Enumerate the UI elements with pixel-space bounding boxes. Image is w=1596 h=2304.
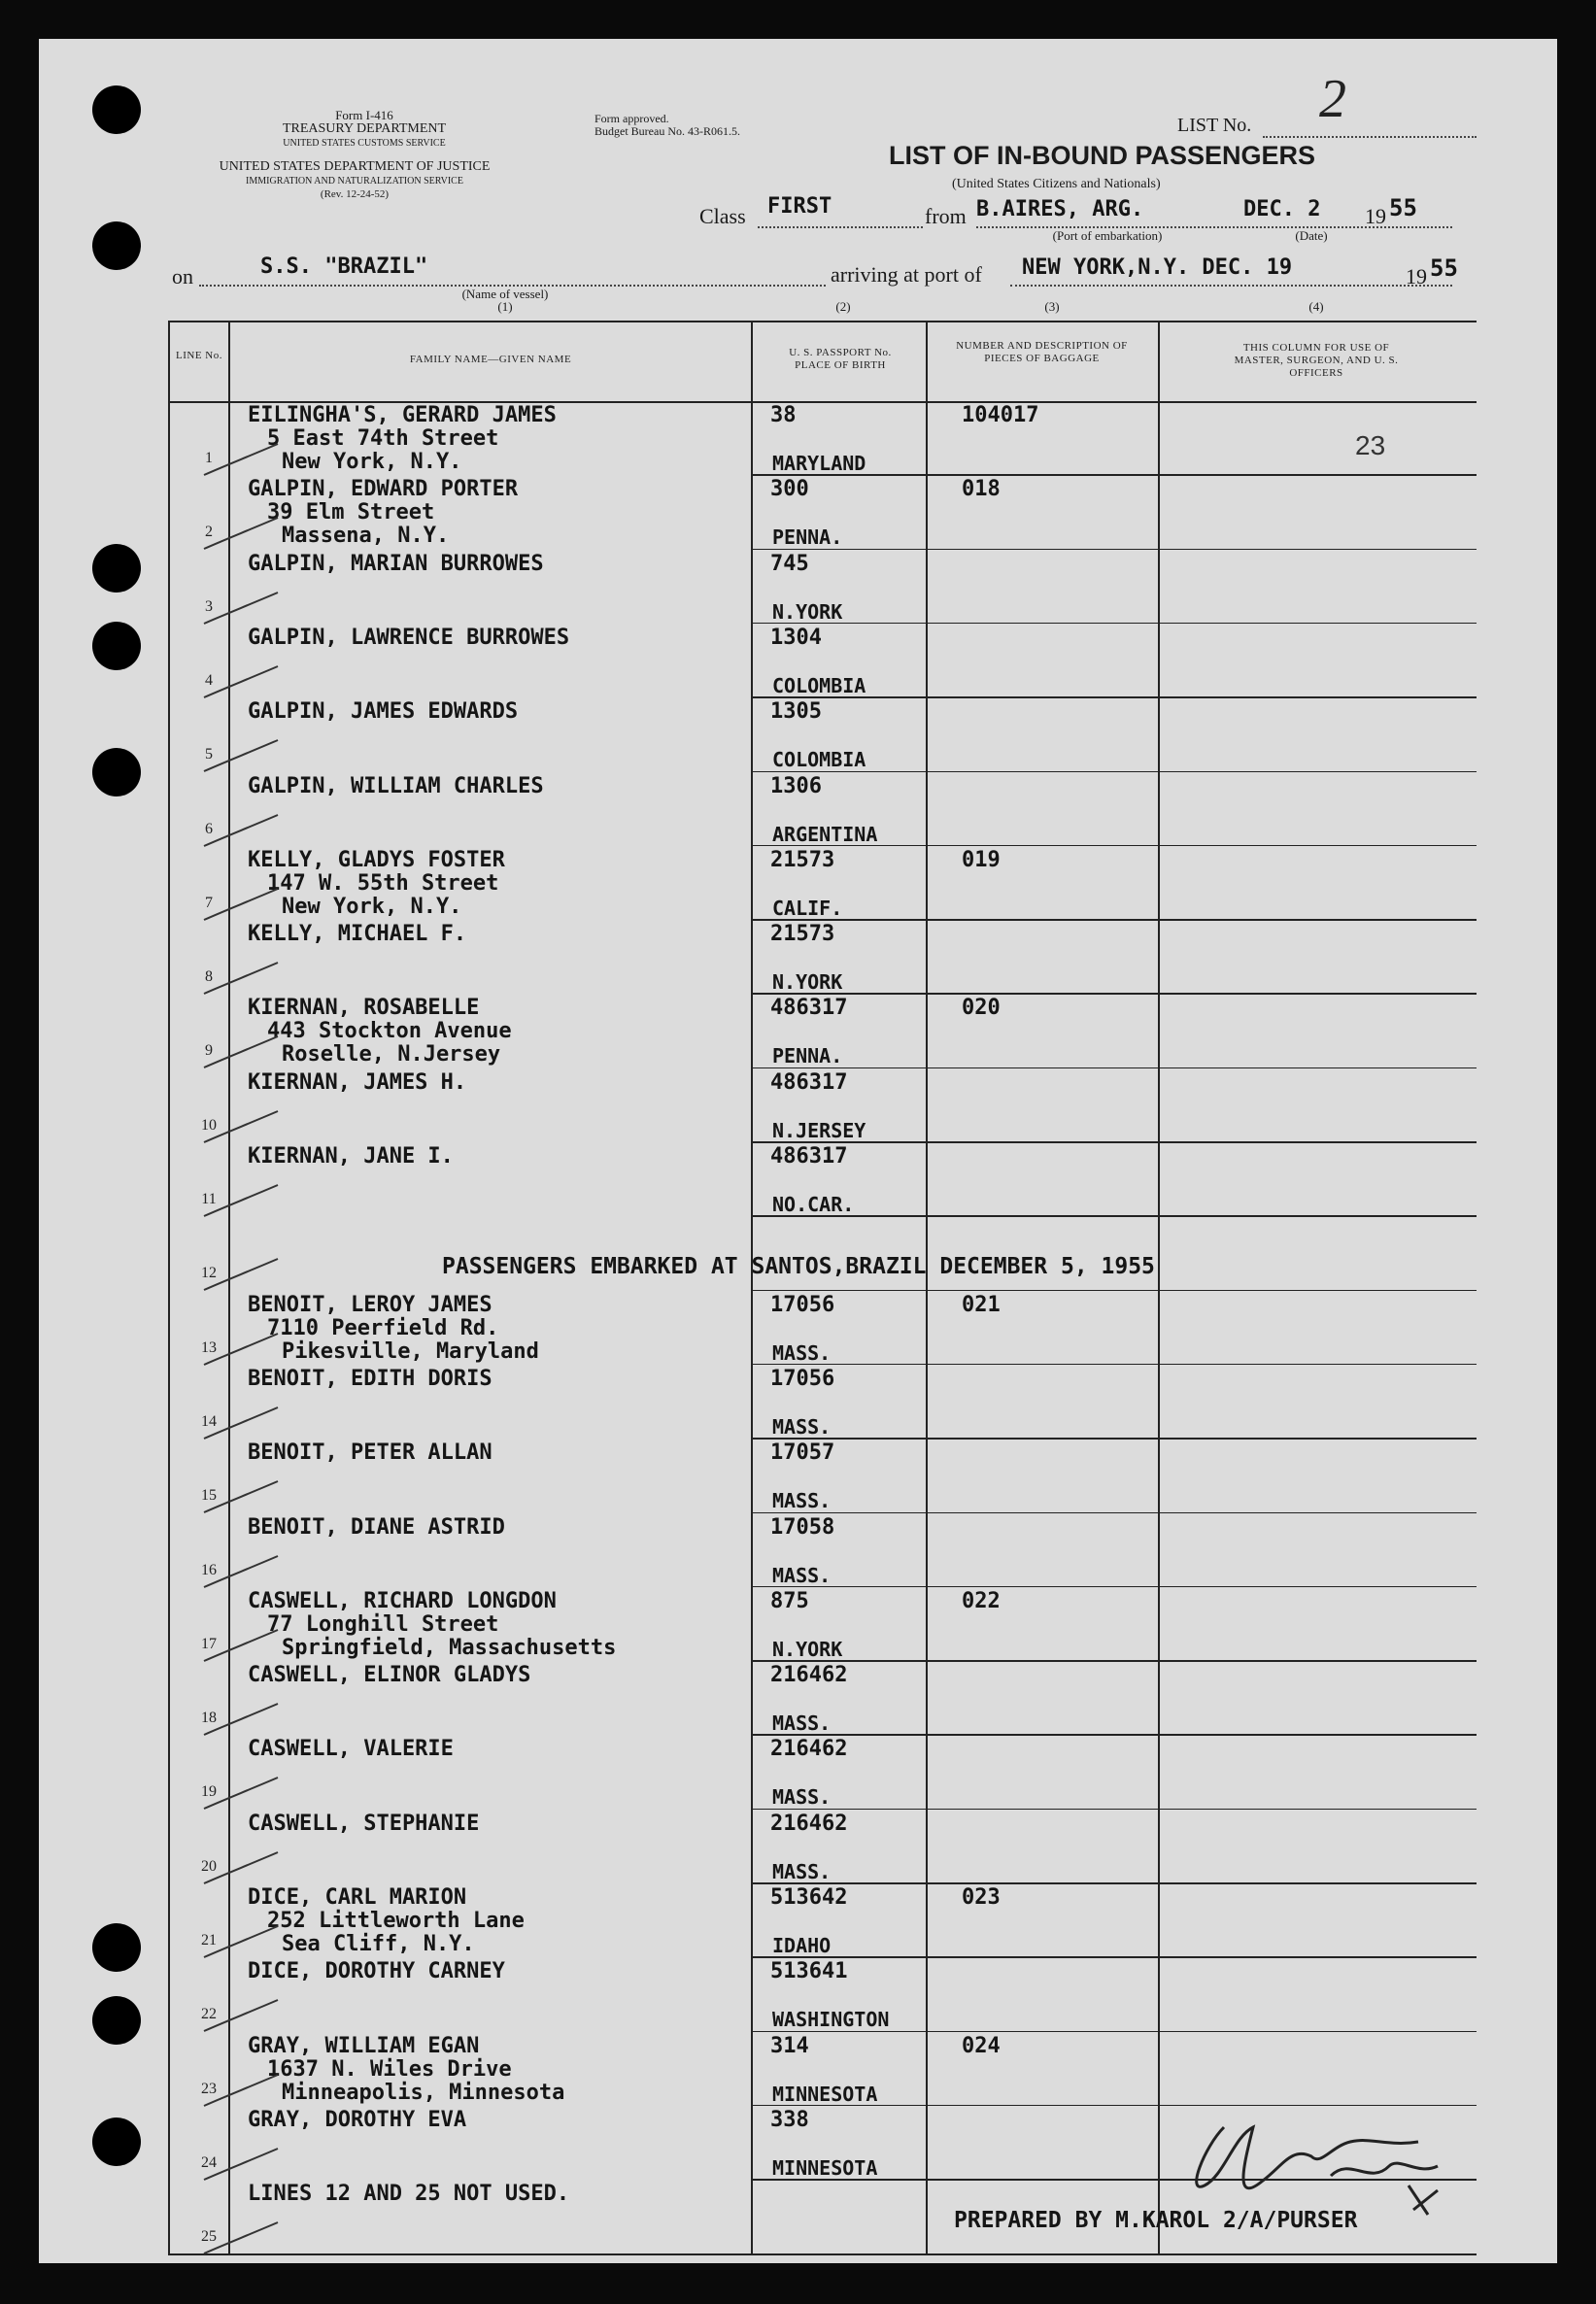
passport-number: 1305 bbox=[770, 699, 822, 725]
passport-number: 17058 bbox=[770, 1514, 835, 1540]
passport-number: 17056 bbox=[770, 1292, 835, 1317]
place-of-birth: PENNA. bbox=[772, 1044, 843, 1068]
passenger-name: KIERNAN, ROSABELLE bbox=[248, 996, 480, 1021]
address-line-1: 39 Elm Street bbox=[267, 500, 435, 525]
place-of-birth: MASS. bbox=[772, 1563, 832, 1587]
check-mark-icon bbox=[202, 514, 280, 553]
row-divider bbox=[753, 1067, 1477, 1069]
place-of-birth: MASS. bbox=[772, 1340, 832, 1365]
check-mark-icon bbox=[202, 2071, 280, 2110]
row-divider bbox=[753, 1809, 1477, 1811]
passport-number: 17056 bbox=[770, 1366, 835, 1391]
passport-number: 1304 bbox=[770, 625, 822, 650]
passenger-name: GALPIN, EDWARD PORTER bbox=[248, 477, 519, 502]
year2-prefix: 19 bbox=[1406, 264, 1427, 288]
passenger-name: BENOIT, LEROY JAMES bbox=[248, 1292, 492, 1317]
line-number: 18 bbox=[201, 1710, 217, 1727]
col-number-1: (1) bbox=[497, 299, 513, 314]
check-mark-icon bbox=[202, 1404, 280, 1442]
passenger-name: KELLY, GLADYS FOSTER bbox=[248, 847, 505, 872]
address-line-2: Pikesville, Maryland bbox=[282, 1338, 539, 1364]
embarkation-port: B.AIRES, ARG. bbox=[976, 197, 1144, 221]
passport-number: 21573 bbox=[770, 922, 835, 947]
place-of-birth: NO.CAR. bbox=[772, 1193, 855, 1216]
date-caption: (Date) bbox=[1295, 228, 1328, 243]
check-mark-icon bbox=[202, 1107, 280, 1146]
address-line-2: Springfield, Massachusetts bbox=[282, 1635, 617, 1660]
row-divider bbox=[753, 1438, 1477, 1440]
header-officers: THIS COLUMN FOR USE OF MASTER, SURGEON, AND U. S. OFFICERS bbox=[1234, 342, 1399, 379]
place-of-birth: MASS. bbox=[772, 1711, 832, 1736]
line-number: 2 bbox=[205, 524, 213, 541]
line-number: 19 bbox=[201, 1783, 217, 1801]
line-number: 5 bbox=[205, 746, 213, 763]
baggage-number: 020 bbox=[962, 996, 1001, 1021]
passport-number: 486317 bbox=[770, 1069, 848, 1095]
row-divider bbox=[753, 1215, 1477, 1217]
passport-number: 1306 bbox=[770, 773, 822, 798]
list-no-label: LIST No. bbox=[1177, 115, 1252, 136]
check-mark-icon bbox=[202, 1181, 280, 1220]
list-number: 2 bbox=[1319, 69, 1346, 129]
passenger-name: KIERNAN, JANE I. bbox=[248, 1144, 454, 1169]
address-line-1: 5 East 74th Street bbox=[267, 426, 499, 451]
passport-number: 216462 bbox=[770, 1811, 848, 1836]
place-of-birth: ARGENTINA bbox=[772, 822, 878, 846]
punch-hole bbox=[92, 2118, 141, 2166]
address-line-2: New York, N.Y. bbox=[282, 450, 462, 474]
baggage-number: 024 bbox=[962, 2033, 1001, 2058]
address-line-2: Sea Cliff, N.Y. bbox=[282, 1932, 475, 1956]
address-line-2: Minneapolis, Minnesota bbox=[282, 2080, 565, 2105]
header-passport: U. S. PASSPORT No. PLACE OF BIRTH bbox=[789, 347, 892, 371]
row-divider bbox=[753, 1882, 1477, 1884]
place-of-birth: N.YORK bbox=[772, 1637, 843, 1661]
passenger-name: GRAY, DOROTHY EVA bbox=[248, 2107, 467, 2132]
passenger-name: CASWELL, VALERIE bbox=[248, 1737, 454, 1762]
on-label: on bbox=[172, 264, 193, 288]
passenger-name: CASWELL, RICHARD LONGDON bbox=[248, 1588, 557, 1613]
baggage-number: 022 bbox=[962, 1588, 1001, 1613]
passport-number: 216462 bbox=[770, 1737, 848, 1762]
check-mark-icon bbox=[202, 2219, 280, 2257]
row-divider bbox=[753, 1660, 1477, 1662]
punch-hole bbox=[92, 85, 141, 134]
class-label: Class bbox=[699, 204, 746, 228]
check-mark-icon bbox=[202, 1552, 280, 1591]
baggage-number: 021 bbox=[962, 1292, 1001, 1317]
check-mark-icon bbox=[202, 736, 280, 775]
passenger-name: CASWELL, STEPHANIE bbox=[248, 1811, 480, 1836]
passenger-name: GALPIN, JAMES EDWARDS bbox=[248, 699, 519, 725]
place-of-birth: MASS. bbox=[772, 1859, 832, 1883]
treasury-dept: TREASURY DEPARTMENT bbox=[282, 121, 447, 136]
line-number: 21 bbox=[201, 1932, 217, 1948]
punch-hole bbox=[92, 221, 141, 270]
check-mark-icon bbox=[202, 1922, 280, 1961]
check-mark-icon bbox=[202, 1477, 280, 1516]
embarkation-date: DEC. 2 bbox=[1243, 197, 1321, 221]
line-number: 6 bbox=[205, 820, 213, 837]
passenger-name: GALPIN, LAWRENCE BURROWES bbox=[248, 625, 570, 650]
check-mark-icon bbox=[202, 959, 280, 998]
header-baggage: NUMBER AND DESCRIPTION OF PIECES OF BAGGAGE bbox=[956, 340, 1128, 364]
place-of-birth: PENNA. bbox=[772, 525, 843, 550]
row-divider bbox=[753, 1734, 1477, 1736]
document-title: LIST OF IN-BOUND PASSENGERS bbox=[889, 141, 1316, 170]
line-number: 25 bbox=[201, 2228, 217, 2246]
address-line-1: 252 Littleworth Lane bbox=[267, 1909, 525, 1933]
passport-number: 513641 bbox=[770, 1959, 848, 1984]
col-number-2: (2) bbox=[835, 299, 851, 314]
embarkation-year: 55 bbox=[1389, 194, 1417, 221]
class-value: FIRST bbox=[767, 194, 832, 219]
passenger-name: GRAY, WILLIAM EGAN bbox=[248, 2033, 480, 2058]
row-divider bbox=[753, 919, 1477, 921]
year-prefix: 19 bbox=[1365, 204, 1386, 228]
place-of-birth: MINNESOTA bbox=[772, 2155, 878, 2180]
check-mark-icon bbox=[202, 1774, 280, 1813]
passport-number: 875 bbox=[770, 1588, 809, 1613]
passenger-name: KELLY, MICHAEL F. bbox=[248, 922, 467, 947]
line-number: 11 bbox=[201, 1191, 217, 1207]
punch-hole bbox=[92, 544, 141, 593]
address-line-1: 1637 N. Wiles Drive bbox=[267, 2056, 512, 2082]
line-number: 15 bbox=[201, 1487, 217, 1505]
arriving-label: arriving at port of bbox=[831, 262, 982, 287]
address-line-1: 443 Stockton Avenue bbox=[267, 1019, 512, 1044]
line-number: 7 bbox=[205, 894, 213, 911]
line-number: 1 bbox=[205, 450, 213, 466]
line-number: 8 bbox=[205, 968, 213, 986]
vessel-name: S.S. "BRAZIL" bbox=[260, 254, 428, 279]
check-mark-icon bbox=[202, 1033, 280, 1071]
place-of-birth: N.YORK bbox=[772, 970, 843, 995]
col-number-4: (4) bbox=[1308, 299, 1324, 314]
check-mark-icon bbox=[202, 1700, 280, 1739]
line-number: 17 bbox=[201, 1635, 217, 1652]
place-of-birth: MASS. bbox=[772, 1489, 832, 1513]
line-number: 10 bbox=[201, 1116, 217, 1134]
place-of-birth: MASS. bbox=[772, 1785, 832, 1810]
place-of-birth: COLOMBIA bbox=[772, 673, 866, 697]
officer-mark: 23 bbox=[1355, 430, 1386, 460]
address-line-1: 147 W. 55th Street bbox=[267, 870, 499, 896]
passport-number: 745 bbox=[770, 551, 809, 576]
address-line-2: Roselle, N.Jersey bbox=[282, 1042, 501, 1067]
check-mark-icon bbox=[202, 589, 280, 627]
line-number: 23 bbox=[201, 2080, 217, 2097]
check-mark-icon bbox=[202, 2145, 280, 2184]
place-of-birth: MARYLAND bbox=[772, 452, 866, 475]
address-line-1: 77 Longhill Street bbox=[267, 1611, 499, 1637]
passport-number: 513642 bbox=[770, 1885, 848, 1910]
row-divider bbox=[753, 1364, 1477, 1366]
customs-service: UNITED STATES CUSTOMS SERVICE bbox=[283, 138, 446, 149]
from-label: from bbox=[925, 204, 967, 228]
row-divider bbox=[753, 1956, 1477, 1958]
passport-number: 338 bbox=[770, 2107, 809, 2132]
line-number: 16 bbox=[201, 1561, 217, 1578]
passenger-name: EILINGHA'S, GERARD JAMES bbox=[248, 403, 557, 427]
passport-number: 314 bbox=[770, 2033, 809, 2058]
vessel-caption: (Name of vessel) bbox=[461, 287, 549, 301]
passport-number: 38 bbox=[770, 403, 797, 427]
check-mark-icon bbox=[202, 1255, 280, 1294]
form-approved: Form approved. bbox=[594, 112, 669, 125]
punch-hole bbox=[92, 1996, 141, 2045]
passport-number: 216462 bbox=[770, 1663, 848, 1688]
row-divider bbox=[753, 1512, 1477, 1514]
budget-bureau: Budget Bureau No. 43-R061.5. bbox=[594, 124, 740, 138]
immigration-service: IMMIGRATION AND NATURALIZATION SERVICE bbox=[246, 176, 463, 186]
passenger-name: GALPIN, WILLIAM CHARLES bbox=[248, 773, 544, 798]
place-of-birth: WASHINGTON bbox=[772, 2008, 890, 2032]
row-divider bbox=[753, 993, 1477, 995]
line-number: 13 bbox=[201, 1338, 217, 1356]
justice-dept: UNITED STATES DEPARTMENT OF JUSTICE bbox=[219, 159, 491, 174]
passport-number: 21573 bbox=[770, 847, 835, 872]
place-of-birth: IDAHO bbox=[772, 1934, 832, 1957]
check-mark-icon bbox=[202, 1330, 280, 1369]
check-mark-icon bbox=[202, 811, 280, 850]
line-number: 3 bbox=[205, 597, 213, 615]
place-of-birth: MINNESOTA bbox=[772, 2082, 878, 2106]
line-number: 22 bbox=[201, 2006, 217, 2023]
line-number: 20 bbox=[201, 1857, 217, 1875]
baggage-number: 018 bbox=[962, 477, 1001, 502]
revision-date: (Rev. 12-24-52) bbox=[320, 188, 390, 200]
passport-number: 300 bbox=[770, 477, 809, 502]
place-of-birth: CALIF. bbox=[772, 896, 843, 920]
check-mark-icon bbox=[202, 1626, 280, 1665]
punch-hole bbox=[92, 1923, 141, 1972]
check-mark-icon bbox=[202, 662, 280, 701]
baggage-number: 023 bbox=[962, 1885, 1001, 1910]
passenger-name: BENOIT, PETER ALLAN bbox=[248, 1440, 492, 1466]
line-number: 9 bbox=[205, 1042, 213, 1060]
check-mark-icon bbox=[202, 1996, 280, 2035]
officer-signature bbox=[1166, 2088, 1477, 2224]
line-number: 14 bbox=[201, 1412, 217, 1430]
address-line-1: 7110 Peerfield Rd. bbox=[267, 1315, 499, 1340]
place-of-birth: MASS. bbox=[772, 1414, 832, 1439]
passport-number: 486317 bbox=[770, 1144, 848, 1169]
form-number: Form I-416 bbox=[335, 108, 393, 122]
row-divider bbox=[753, 623, 1477, 625]
punch-hole bbox=[92, 748, 141, 796]
section-note: PASSENGERS EMBARKED AT SANTOS,BRAZIL DECEMBER 5, 1955 bbox=[442, 1254, 1155, 1279]
passenger-name: GALPIN, MARIAN BURROWES bbox=[248, 551, 544, 576]
passenger-name: KIERNAN, JAMES H. bbox=[248, 1069, 467, 1095]
check-mark-icon bbox=[202, 1848, 280, 1887]
passport-number: 486317 bbox=[770, 996, 848, 1021]
line-number: 12 bbox=[201, 1265, 217, 1282]
passenger-name: CASWELL, ELINOR GLADYS bbox=[248, 1663, 531, 1688]
place-of-birth: N.JERSEY bbox=[772, 1118, 866, 1142]
place-of-birth: COLOMBIA bbox=[772, 748, 866, 772]
passenger-name: DICE, CARL MARION bbox=[248, 1885, 467, 1910]
row-divider bbox=[753, 549, 1477, 551]
row-divider bbox=[753, 1586, 1477, 1588]
embarkation-caption: (Port of embarkation) bbox=[1052, 228, 1163, 243]
punch-hole bbox=[92, 622, 141, 670]
address-line-2: Massena, N.Y. bbox=[282, 524, 450, 549]
row-divider bbox=[753, 1290, 1477, 1292]
line-number: 24 bbox=[201, 2153, 217, 2171]
passport-number: 17057 bbox=[770, 1440, 835, 1466]
baggage-number: 104017 bbox=[962, 403, 1039, 427]
line-number: 4 bbox=[205, 671, 213, 689]
document-subtitle: (United States Citizens and Nationals) bbox=[952, 177, 1161, 191]
arrival-year: 55 bbox=[1430, 254, 1458, 282]
check-mark-icon bbox=[202, 885, 280, 924]
check-mark-icon bbox=[202, 440, 280, 479]
passenger-name: LINES 12 AND 25 NOT USED. bbox=[248, 2182, 570, 2207]
col-number-3: (3) bbox=[1044, 299, 1060, 314]
passenger-name: BENOIT, DIANE ASTRID bbox=[248, 1514, 505, 1540]
prepared-by: PREPARED BY M.KAROL 2/A/PURSER bbox=[954, 2208, 1358, 2233]
address-line-2: New York, N.Y. bbox=[282, 894, 462, 919]
arrival-port-date: NEW YORK,N.Y. DEC. 19 bbox=[1022, 255, 1293, 280]
header-line-no: LINE No. bbox=[176, 350, 222, 361]
place-of-birth: N.YORK bbox=[772, 599, 843, 624]
passenger-name: DICE, DOROTHY CARNEY bbox=[248, 1959, 505, 1984]
baggage-number: 019 bbox=[962, 847, 1001, 872]
header-name: FAMILY NAME—GIVEN NAME bbox=[409, 354, 572, 365]
passenger-name: BENOIT, EDITH DORIS bbox=[248, 1366, 492, 1391]
